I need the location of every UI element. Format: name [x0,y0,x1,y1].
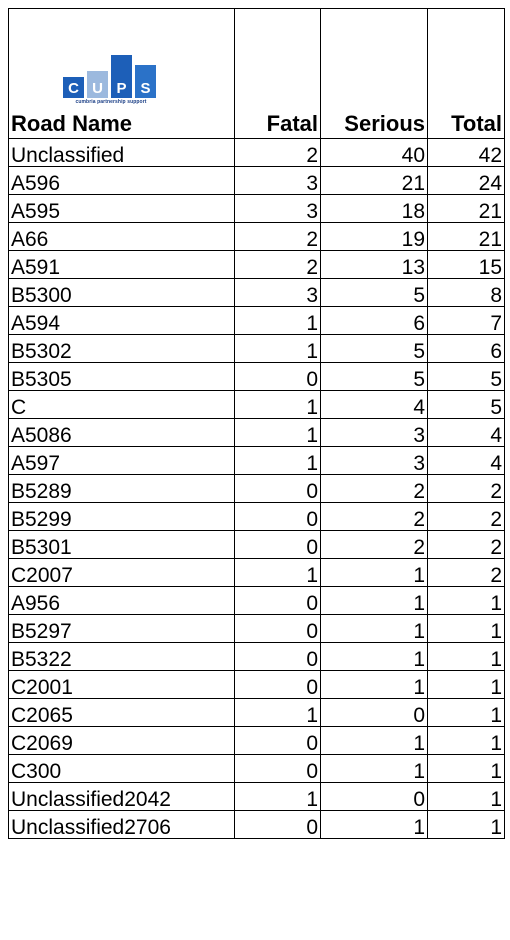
serious-cell: 1 [321,643,428,671]
total-cell: 24 [428,167,505,195]
fatal-cell: 1 [235,307,321,335]
fatal-cell: 0 [235,363,321,391]
road-name-cell: A595 [9,195,235,223]
fatal-cell: 1 [235,783,321,811]
table-row [9,223,505,251]
fatal-cell: 0 [235,531,321,559]
table-row [9,139,505,167]
table-row [9,335,505,363]
fatal-cell: 0 [235,503,321,531]
table-row [9,643,505,671]
serious-cell: 1 [321,671,428,699]
total-cell: 1 [428,615,505,643]
total-cell: 6 [428,335,505,363]
serious-cell: 2 [321,475,428,503]
table-row [9,615,505,643]
total-cell: 1 [428,643,505,671]
total-header: Total [428,9,505,139]
fatal-cell: 0 [235,811,321,839]
total-cell: 2 [428,503,505,531]
total-cell: 1 [428,699,505,727]
serious-cell: 5 [321,335,428,363]
table-row [9,671,505,699]
table-body [9,139,505,839]
road-name-cell: A594 [9,307,235,335]
table-row [9,587,505,615]
table-row [9,475,505,503]
logo-tagline: cumbria partnership support [75,99,147,105]
fatal-cell: 0 [235,587,321,615]
table-row [9,503,505,531]
serious-cell: 19 [321,223,428,251]
fatal-cell: 1 [235,335,321,363]
total-cell: 2 [428,531,505,559]
cups-logo [63,56,159,105]
road-name-cell: B5322 [9,643,235,671]
total-cell: 7 [428,307,505,335]
table-row [9,279,505,307]
road-name-cell: C2007 [9,559,235,587]
serious-cell: 6 [321,307,428,335]
total-cell: 2 [428,475,505,503]
serious-cell: 1 [321,727,428,755]
road-name-cell: A591 [9,251,235,279]
serious-cell: 5 [321,279,428,307]
fatal-cell: 0 [235,755,321,783]
road-name-cell: B5297 [9,615,235,643]
fatal-cell: 0 [235,615,321,643]
total-cell: 21 [428,195,505,223]
total-cell: 1 [428,587,505,615]
road-name-header: Road Name [11,111,133,136]
table-row [9,699,505,727]
fatal-cell: 2 [235,139,321,167]
fatal-cell: 0 [235,671,321,699]
fatal-cell: 2 [235,251,321,279]
table-row [9,447,505,475]
table-row [9,811,505,839]
fatal-cell: 1 [235,447,321,475]
fatal-cell: 3 [235,195,321,223]
road-name-cell: A596 [9,167,235,195]
fatal-cell: 1 [235,419,321,447]
road-name-cell: C2001 [9,671,235,699]
road-name-cell: C2065 [9,699,235,727]
serious-cell: 0 [321,699,428,727]
total-cell: 4 [428,447,505,475]
total-cell: 5 [428,363,505,391]
table-row [9,783,505,811]
total-cell: 1 [428,671,505,699]
table-row [9,559,505,587]
table-row [9,755,505,783]
road-name-cell: Unclassified2042 [9,783,235,811]
total-cell: 2 [428,559,505,587]
serious-cell: 4 [321,391,428,419]
road-name-cell: C2069 [9,727,235,755]
table-row [9,419,505,447]
total-cell: 5 [428,391,505,419]
road-name-cell: A66 [9,223,235,251]
road-name-cell: A597 [9,447,235,475]
serious-cell: 1 [321,559,428,587]
total-cell: 1 [428,783,505,811]
total-cell: 42 [428,139,505,167]
serious-cell: 3 [321,419,428,447]
logo-box-s: S [135,65,156,98]
road-name-cell: B5289 [9,475,235,503]
serious-cell: 1 [321,755,428,783]
serious-cell: 2 [321,531,428,559]
table-row [9,307,505,335]
serious-cell: 18 [321,195,428,223]
road-name-cell: B5305 [9,363,235,391]
fatal-cell: 3 [235,279,321,307]
road-name-cell: B5299 [9,503,235,531]
serious-cell: 1 [321,811,428,839]
fatal-cell: 1 [235,699,321,727]
fatal-header: Fatal [235,9,321,139]
serious-cell: 2 [321,503,428,531]
table-row [9,363,505,391]
table-row [9,727,505,755]
table-row [9,531,505,559]
total-cell: 1 [428,727,505,755]
serious-cell: 13 [321,251,428,279]
fatal-cell: 0 [235,727,321,755]
serious-cell: 1 [321,615,428,643]
road-casualty-table [8,8,505,839]
logo-box-p: P [111,55,132,98]
road-name-cell: C300 [9,755,235,783]
table-row [9,195,505,223]
table-row [9,167,505,195]
table-row [9,251,505,279]
total-cell: 15 [428,251,505,279]
serious-cell: 5 [321,363,428,391]
road-name-cell: A956 [9,587,235,615]
road-name-cell: B5301 [9,531,235,559]
road-name-cell: A5086 [9,419,235,447]
road-name-cell: B5302 [9,335,235,363]
fatal-cell: 1 [235,391,321,419]
logo-box-c: C [63,77,84,98]
road-name-cell: Unclassified [9,139,235,167]
serious-cell: 3 [321,447,428,475]
serious-cell: 1 [321,587,428,615]
fatal-cell: 0 [235,643,321,671]
total-cell: 1 [428,811,505,839]
total-cell: 1 [428,755,505,783]
logo-box-u: U [87,71,108,98]
fatal-cell: 1 [235,559,321,587]
fatal-cell: 2 [235,223,321,251]
road-name-cell: B5300 [9,279,235,307]
road-name-header-cell [9,9,235,139]
table-row [9,391,505,419]
serious-cell: 40 [321,139,428,167]
serious-cell: 21 [321,167,428,195]
total-cell: 8 [428,279,505,307]
table-header-row [9,9,505,139]
total-cell: 21 [428,223,505,251]
serious-header: Serious [321,9,428,139]
road-name-cell: C [9,391,235,419]
serious-cell: 0 [321,783,428,811]
fatal-cell: 3 [235,167,321,195]
fatal-cell: 0 [235,475,321,503]
total-cell: 4 [428,419,505,447]
road-name-cell: Unclassified2706 [9,811,235,839]
